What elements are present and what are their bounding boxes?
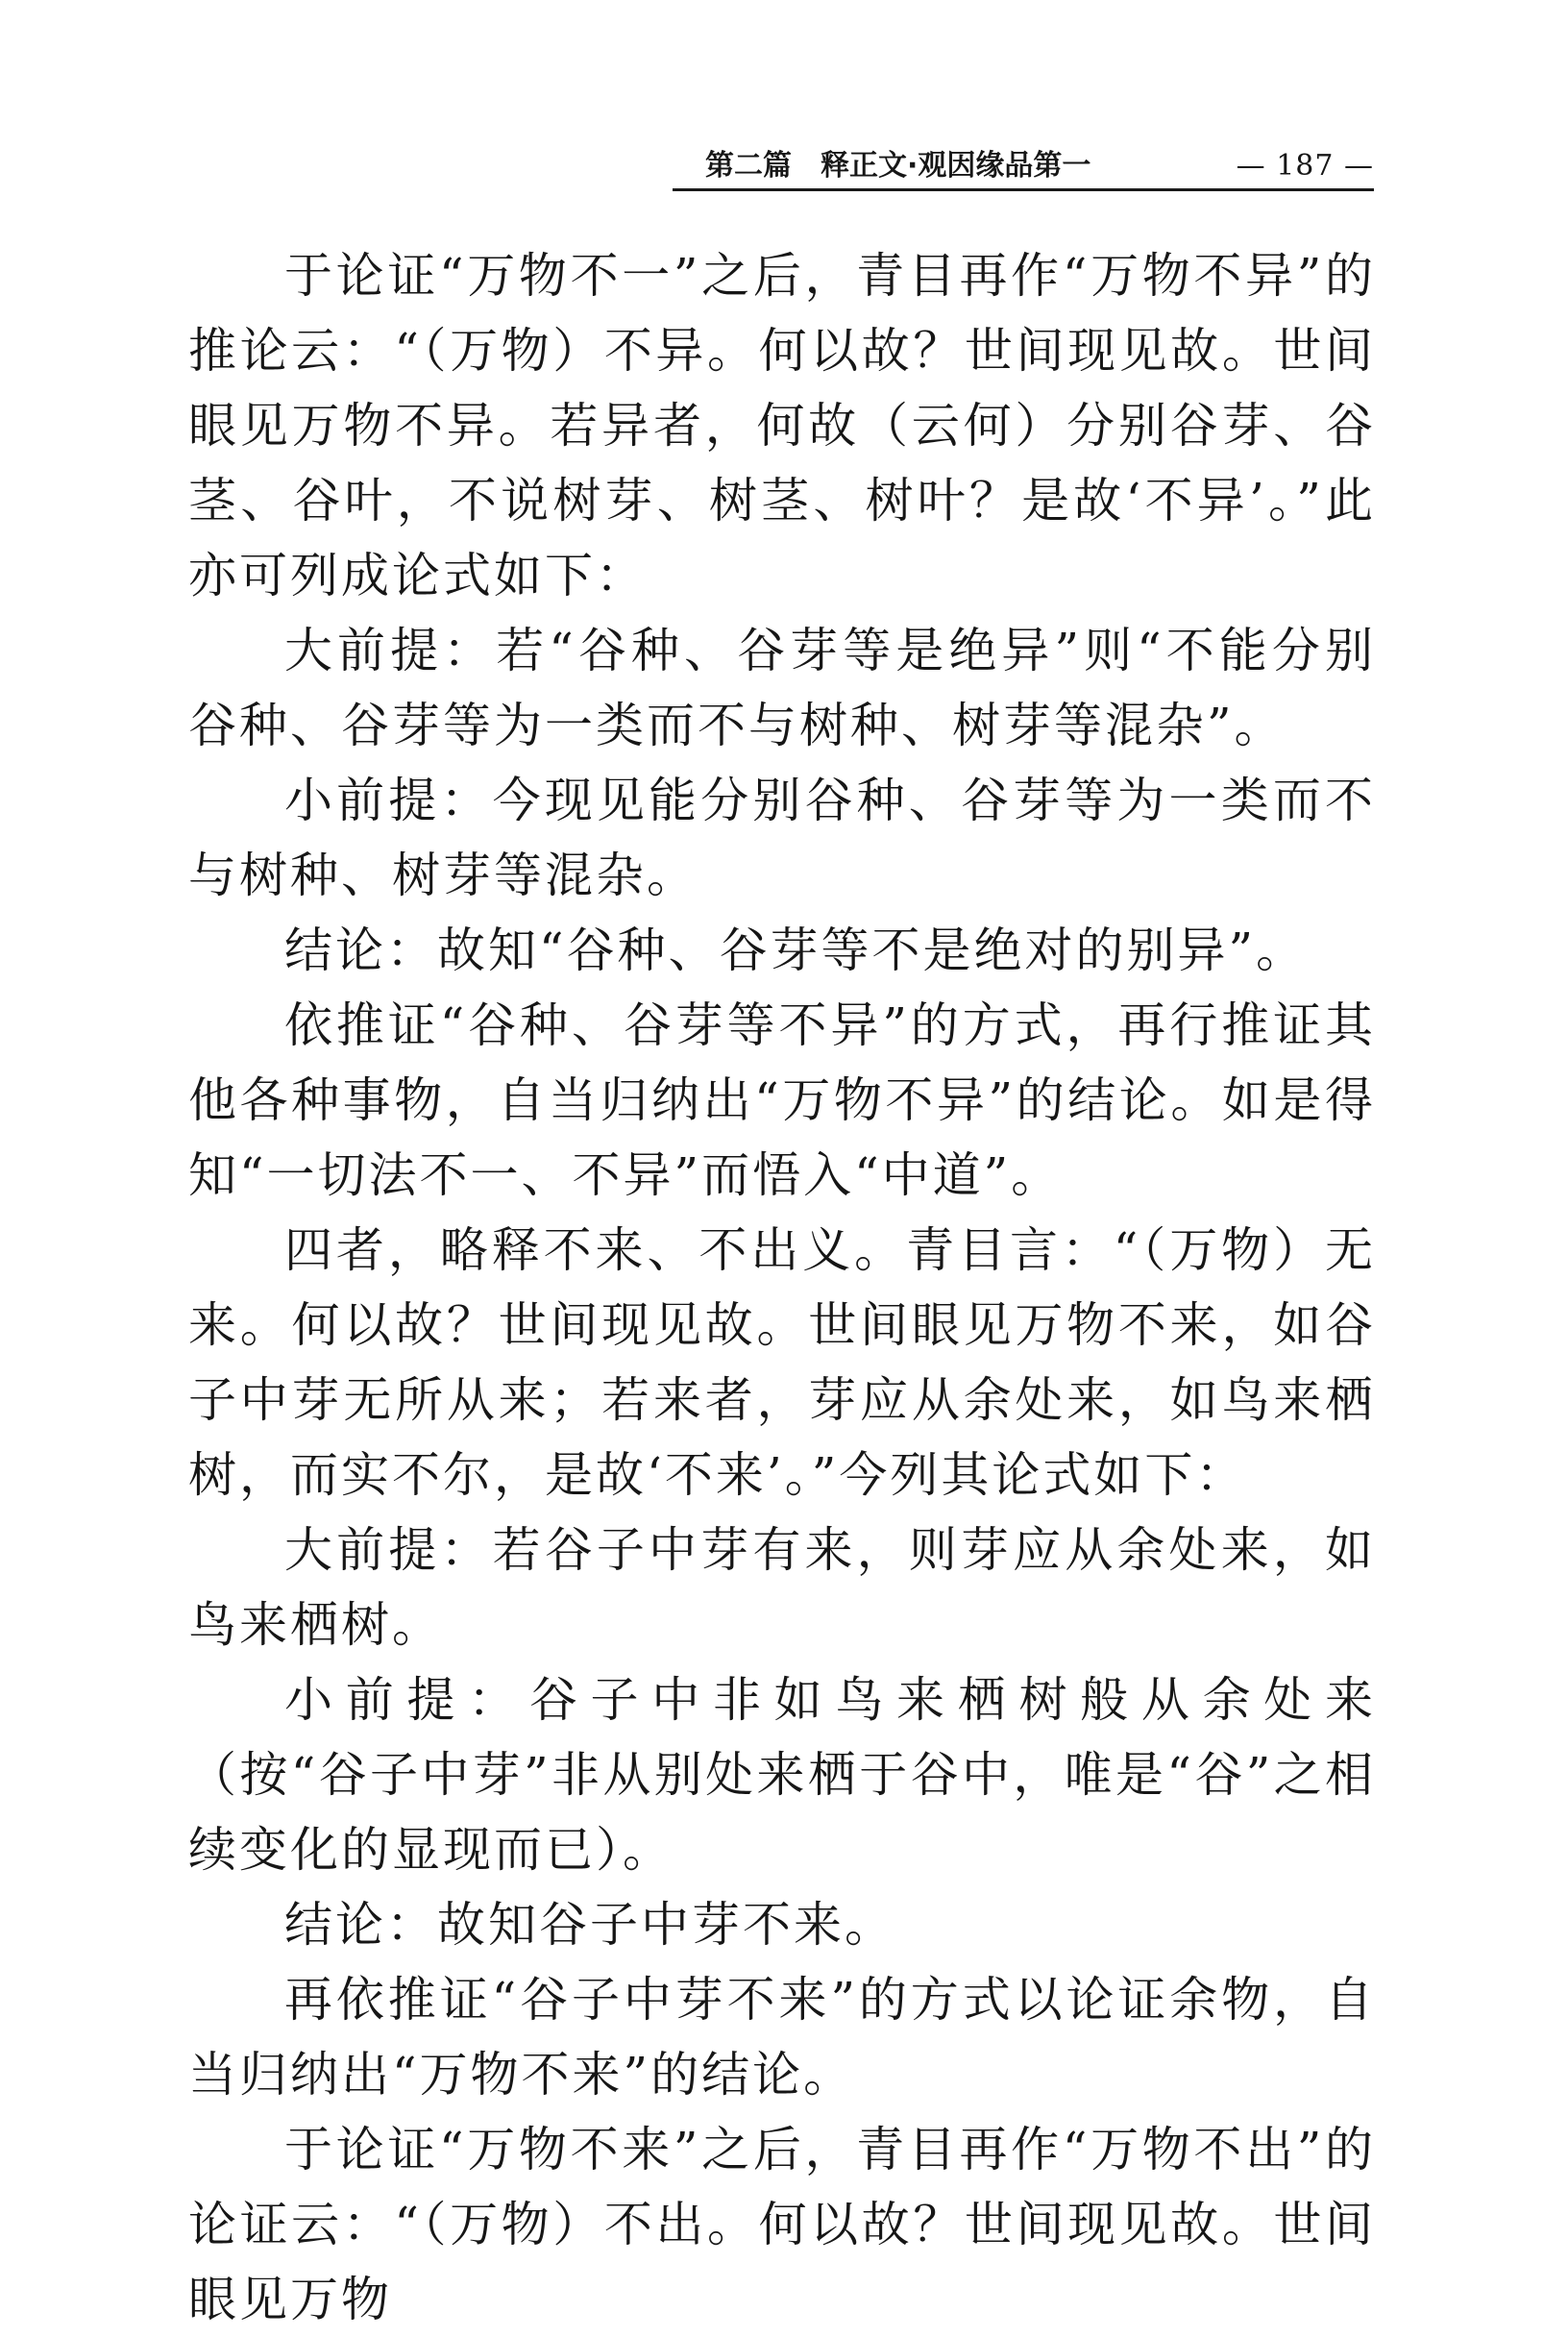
- body-text: [188, 238, 1376, 2337]
- running-header: [673, 144, 1374, 191]
- paragraph-minor-premise: 小前提：谷子中非如鸟来栖树般从余处来（按“谷子中芽”非从别处来栖于谷中，唯是“谷”之相续变化的显现而已）。: [188, 1672, 1376, 1878]
- paragraph: 依推证“谷种、谷芽等不异”的方式，再行推证其他各种事物，自当归纳出“万物不异”的结论。如是得知“一切法不一、不异”而悟入“中道”。: [188, 997, 1376, 1203]
- paragraph-minor-premise: 小前提：今现见能分别谷种、谷芽等为一类而不与树种、树芽等混杂。: [188, 773, 1376, 903]
- paragraph: 于论证“万物不来”之后，青目再作“万物不出”的论证云：“（万物）不出。何以故？世间现见故。世间眼见万物: [188, 2122, 1376, 2327]
- paragraph-conclusion: 结论：故知“谷种、谷芽等不是绝对的别异”。: [284, 922, 1308, 978]
- paragraph-conclusion: 结论：故知谷子中芽不来。: [284, 1897, 895, 1953]
- paragraph: 于论证“万物不一”之后，青目再作“万物不异”的推论云：“（万物）不异。何以故？世间现见故。世间眼见万物不异。若异者，何故（云何）分别谷芽、谷茎、谷叶，不说树芽、树茎、树叶？是故‘不异’。”此亦可列成论式如下：: [188, 248, 1376, 603]
- paragraph: 再依推证“谷子中芽不来”的方式以论证余物，自当归纳出“万物不来”的结论。: [188, 1972, 1376, 2103]
- page-number: — 187 —: [1236, 149, 1374, 183]
- paragraph-major-premise: 大前提：若谷子中芽有来，则芽应从余处来，如鸟来栖树。: [188, 1522, 1376, 1653]
- paragraph: 四者，略释不来、不出义。青目言：“（万物）无来。何以故？世间现见故。世间眼见万物不来，如谷子中芽无所从来；若来者，芽应从余处来，如鸟来栖树，而实不尔，是故‘不来’。”今列其论式如下：: [188, 1222, 1376, 1503]
- chapter-title: 第二篇 释正文·观因缘品第一: [705, 149, 1091, 183]
- paragraph-major-premise: 大前提：若“谷种、谷芽等是绝异”则“不能分别谷种、谷芽等为一类而不与树种、树芽等混杂”。: [188, 623, 1376, 753]
